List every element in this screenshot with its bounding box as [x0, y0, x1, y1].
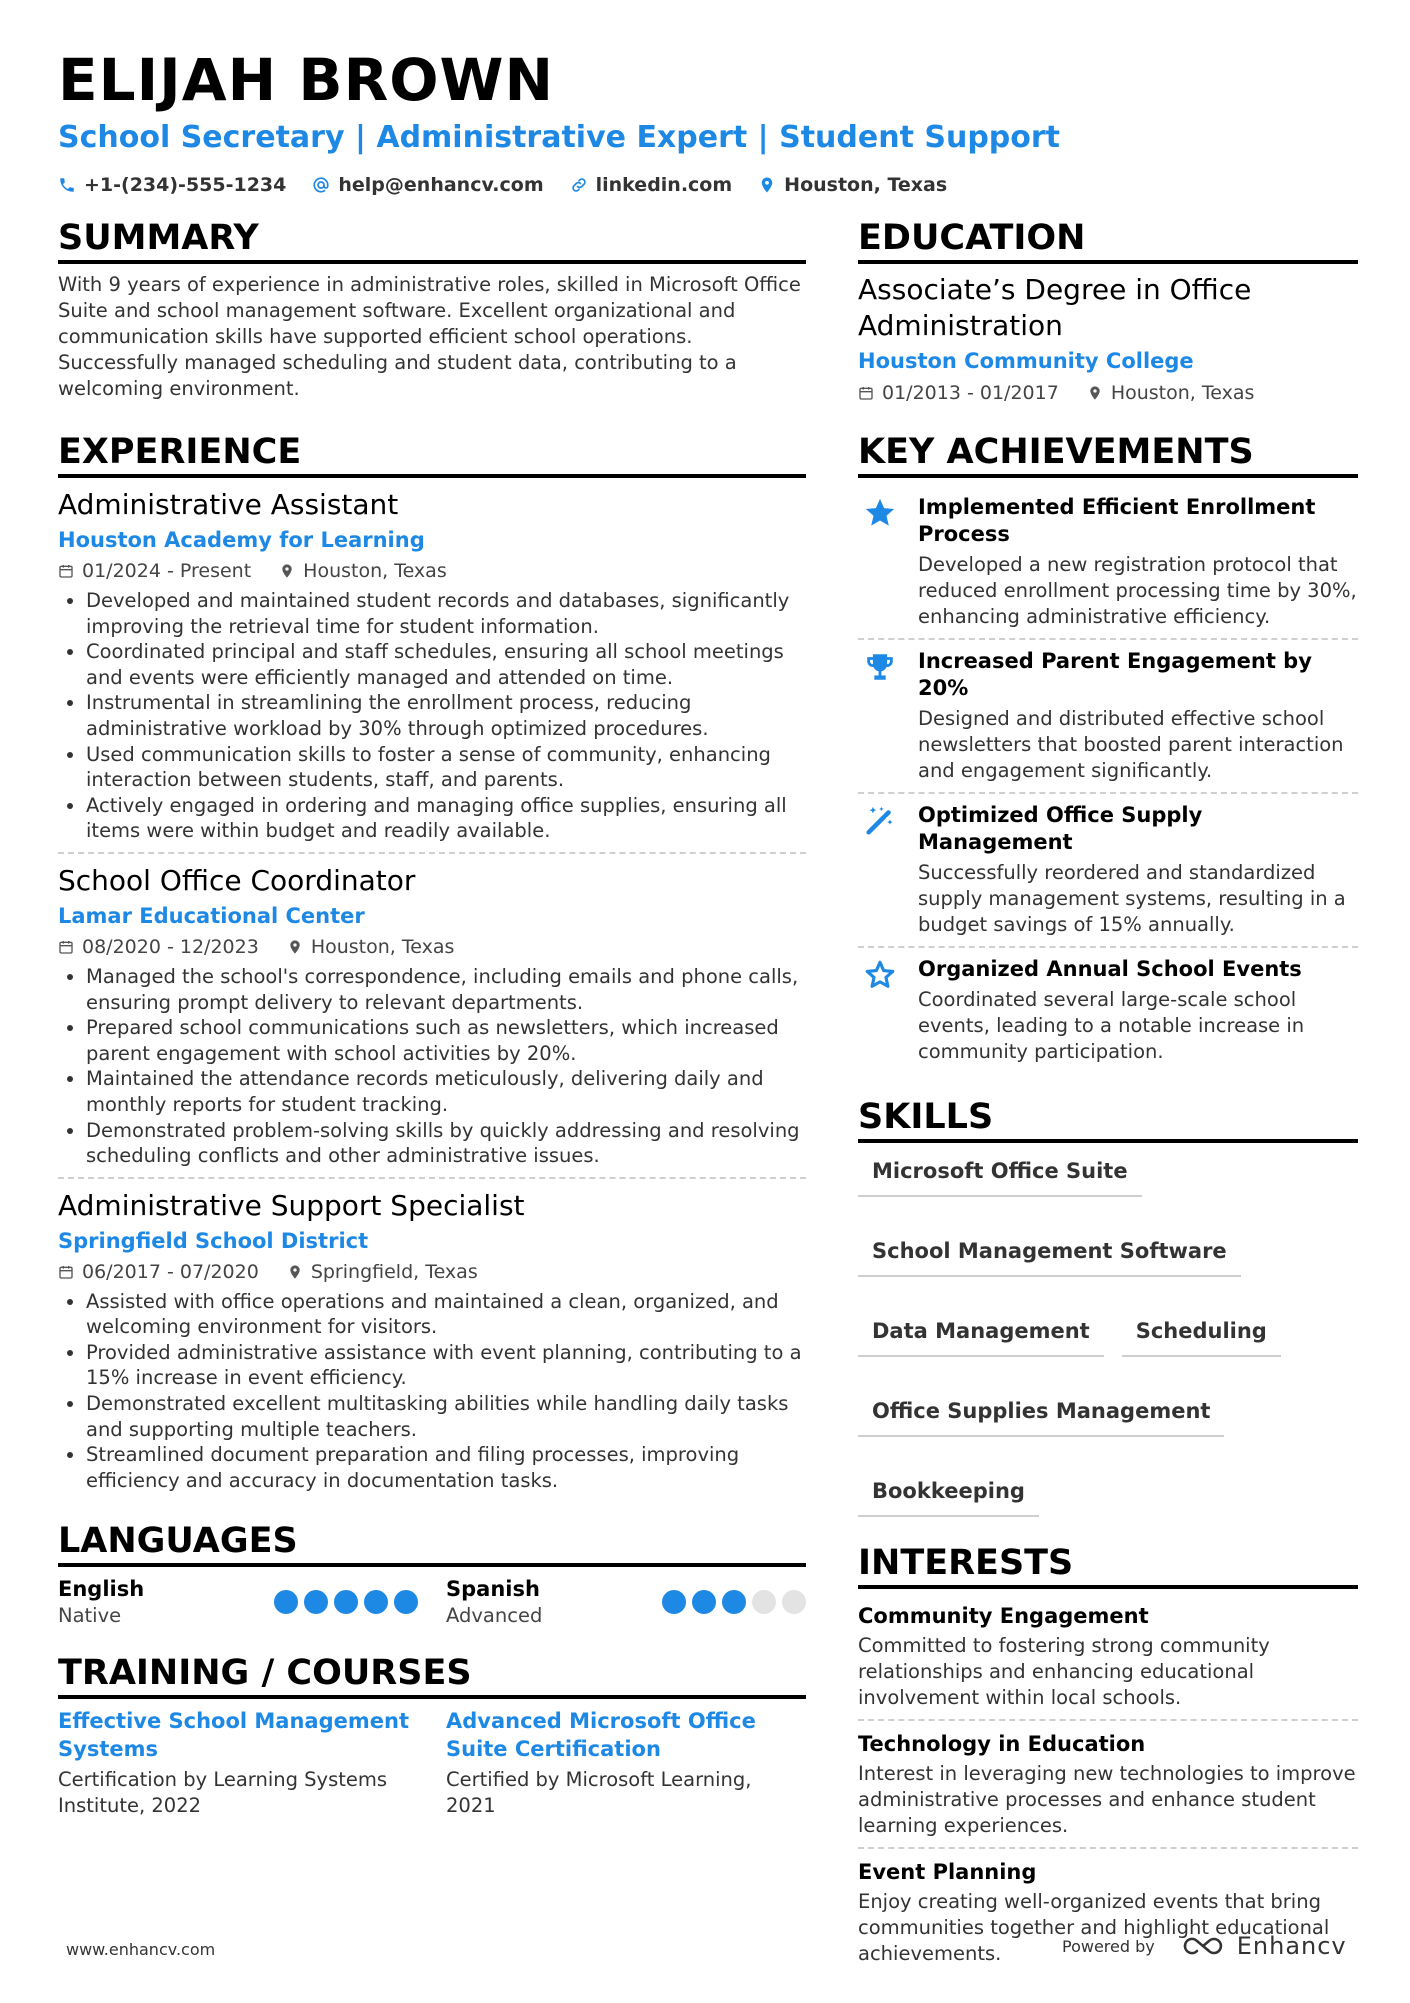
interest-title: Technology in Education: [858, 1732, 1146, 1756]
job-dates: [58, 932, 259, 962]
phone-icon: [58, 176, 76, 194]
training-heading: TRAINING / COURSES: [58, 1651, 806, 1699]
achievement-desc: Developed a new registration protocol that reduced enrollment processing time by 30%, enhancing administrative efficiency.: [918, 553, 1357, 628]
job-bullets: [58, 588, 806, 844]
course-desc: Certification by Learning Systems Institute, 2022: [58, 1768, 388, 1818]
job-company: Springfield School District: [58, 1228, 369, 1253]
job-bullet: • Maintained the attendance records meticulously, delivering daily and monthly reports for student tracking.: [86, 1066, 806, 1117]
job-bullet: • Used communication skills to foster a sense of community, enhancing interaction between students, staff, and parents.: [86, 742, 806, 793]
achievement-desc: Coordinated several large-scale school events, leading to a notable increase in community participation.: [918, 988, 1305, 1063]
rating-dot-filled: [692, 1590, 716, 1614]
summary-text: With 9 years of experience in administrative roles, skilled in Microsoft Office Suite and school management software. Excellent organizational and communication skills have supported efficient school operations. Successfully managed scheduling and student data, contributing to a welcoming environment.: [58, 273, 801, 400]
interest-desc: Enjoy creating well-organized events that bring communities together and highlight educational achievements.: [858, 1890, 1330, 1965]
location-pin-icon: [287, 939, 303, 955]
job-title: Administrative Assistant: [58, 488, 399, 521]
experience-section: [58, 430, 806, 1501]
job-company: Houston Academy for Learning: [58, 528, 425, 552]
job-entry: [58, 486, 806, 854]
job-meta: [58, 932, 806, 962]
course-item: [58, 1707, 418, 1819]
job-bullet: • Demonstrated problem-solving skills by quickly addressing and resolving scheduling conflicts and other administrative issues.: [86, 1118, 806, 1169]
rating-dot-filled: [334, 1590, 358, 1614]
languages-heading: LANGUAGES: [58, 1519, 806, 1567]
job-dates-text: 06/2017 - 07/2020: [82, 1260, 259, 1283]
achievement-item: [858, 948, 1358, 1073]
achievements-heading: KEY ACHIEVEMENTS: [858, 430, 1358, 478]
job-bullet: • Assisted with office operations and maintained a clean, organized, and welcoming environment for visitors.: [86, 1289, 806, 1340]
interest-desc: Committed to fostering strong community relationships and enhancing educational involvement within local schools.: [858, 1634, 1270, 1709]
interest-title: Event Planning: [858, 1860, 1037, 1884]
education-meta: [858, 378, 1358, 408]
achievement-item: [858, 794, 1358, 948]
job-meta: [58, 1257, 806, 1287]
achievements-section: [858, 430, 1358, 1073]
achievement-item: [858, 640, 1358, 794]
magic-wand-icon: [858, 802, 902, 938]
job-dates: [58, 1257, 259, 1287]
location-pin-icon: [758, 176, 776, 194]
job-meta: [58, 556, 806, 586]
job-location: [287, 1257, 478, 1287]
rating-dot-empty: [782, 1590, 806, 1614]
interests-heading: INTERESTS: [858, 1541, 1358, 1589]
interests-section: [858, 1541, 1358, 1975]
interest-desc: Interest in leveraging new technologies to improve administrative processes and enhance student learning experiences.: [858, 1762, 1356, 1837]
skill-tag: Data Management: [858, 1317, 1104, 1357]
calendar-icon: [858, 385, 874, 401]
course-desc: Certified by Microsoft Learning, 2021: [446, 1768, 752, 1818]
skills-section: [858, 1095, 1358, 1517]
skill-tag: Bookkeeping: [858, 1477, 1039, 1517]
summary-heading: SUMMARY: [58, 216, 806, 264]
job-bullet: • Instrumental in streamlining the enrollment process, reducing administrative workload by 30% through optimized procedures.: [86, 690, 806, 741]
calendar-icon: [58, 1264, 74, 1280]
interest-item: [858, 1725, 1358, 1849]
location-pin-icon: [279, 563, 295, 579]
achievement-desc: Designed and distributed effective school newsletters that boosted parent interaction and engagement significantly.: [918, 707, 1344, 782]
language-item: [446, 1575, 806, 1629]
skills-list: [858, 1151, 1358, 1517]
job-bullet: • Streamlined document preparation and filing processes, improving efficiency and accuracy in documentation tasks.: [86, 1442, 806, 1493]
achievement-title: Increased Parent Engagement by 20%: [918, 649, 1312, 700]
contact-linkedin[interactable]: [570, 174, 733, 196]
candidate-name: ELIJAH BROWN: [58, 46, 555, 114]
job-location-text: Springfield, Texas: [310, 1260, 478, 1283]
training-list: [58, 1707, 806, 1819]
job-bullet: • Coordinated principal and staff schedules, ensuring all school meetings and events were efficiently managed and attended on time.: [86, 639, 806, 690]
training-section: [58, 1651, 806, 1819]
job-bullets: [58, 964, 806, 1169]
interest-title: Community Engagement: [858, 1604, 1149, 1628]
job-dates-text: 01/2024 - Present: [82, 560, 252, 582]
link-icon: [570, 176, 588, 194]
brand-logo[interactable]: [1181, 1932, 1347, 1960]
rating-dot-filled: [662, 1590, 686, 1614]
rating-dot-filled: [304, 1590, 328, 1614]
job-title: Administrative Support Specialist: [58, 1188, 525, 1222]
education-heading: EDUCATION: [858, 216, 1358, 264]
calendar-icon: [58, 563, 74, 579]
skill-tag: Microsoft Office Suite: [858, 1157, 1142, 1197]
resume-header: [58, 44, 1358, 196]
phone-text: +1-(234)-555-1234: [84, 174, 287, 196]
job-location-text: Houston, Texas: [303, 560, 447, 582]
education-section: [858, 216, 1358, 408]
job-bullet: • Managed the school's correspondence, including emails and phone calls, ensuring prompt delivery to relevant departments.: [86, 964, 806, 1015]
job-company: Lamar Educational Center: [58, 903, 365, 928]
language-item: [58, 1575, 418, 1629]
job-bullet: • Developed and maintained student records and databases, significantly improving the retrieval time for student information.: [86, 588, 806, 639]
left-column: [58, 216, 806, 1847]
job-location: [287, 932, 455, 962]
job-dates-text: 08/2020 - 12/2023: [82, 935, 259, 958]
experience-heading: EXPERIENCE: [58, 430, 806, 478]
achievement-title: Implemented Efficient Enrollment Process: [918, 495, 1316, 546]
education-degree: Associate’s Degree in Office Administration: [858, 273, 1252, 342]
location-text: Houston, Texas: [784, 174, 948, 196]
achievement-title: Optimized Office Supply Management: [918, 803, 1203, 854]
language-name: English: [58, 1577, 145, 1602]
job-bullet: • Demonstrated excellent multitasking abilities while handling daily tasks and supporting multiple teachers.: [86, 1391, 806, 1442]
email-text[interactable]: help@enhancv.com: [338, 174, 544, 196]
footer-branding: [1062, 1932, 1347, 1960]
achievement-title: Organized Annual School Events: [918, 957, 1302, 981]
education-location: [1087, 378, 1255, 408]
job-entry: [58, 1187, 806, 1502]
skill-tag: Office Supplies Management: [858, 1397, 1224, 1437]
language-rating: [274, 1590, 418, 1614]
job-bullets: [58, 1289, 806, 1494]
education-location-text: Houston, Texas: [1110, 382, 1255, 404]
contact-email[interactable]: [312, 174, 543, 196]
summary-section: [58, 216, 806, 402]
rating-dot-filled: [394, 1590, 418, 1614]
linkedin-text[interactable]: linkedin.com: [595, 174, 733, 196]
language-name: Spanish: [446, 1577, 540, 1602]
skill-tag: Scheduling: [1122, 1317, 1281, 1357]
rating-dot-filled: [722, 1590, 746, 1614]
rating-dot-filled: [364, 1590, 388, 1614]
rating-dot-empty: [752, 1590, 776, 1614]
achievement-desc: Successfully reordered and standardized supply management systems, resulting in a budget savings of 15% annually.: [918, 861, 1346, 936]
course-item: [446, 1707, 806, 1819]
right-column: [858, 216, 1358, 2003]
skills-heading: SKILLS: [858, 1095, 1358, 1143]
skill-tag: School Management Software: [858, 1237, 1241, 1277]
contact-phone: [58, 174, 286, 196]
job-location-text: Houston, Texas: [310, 935, 455, 958]
job-bullet: • Provided administrative assistance with event planning, contributing to a 15% increase in event efficiency.: [86, 1340, 806, 1391]
brand-name: Enhancv: [1236, 1932, 1347, 1960]
job-dates: [58, 556, 251, 586]
languages-list: [58, 1575, 806, 1629]
course-title: Advanced Microsoft Office Suite Certification: [446, 1709, 756, 1762]
education-dates-text: 01/2013 - 01/2017: [882, 382, 1059, 404]
languages-section: [58, 1519, 806, 1629]
job-bullet: • Prepared school communications such as newsletters, which increased parent engagement with school activities by 20%.: [86, 1015, 806, 1066]
footer-website[interactable]: www.enhancv.com: [66, 1940, 216, 1959]
location-pin-icon: [1087, 385, 1103, 401]
job-location: [279, 556, 447, 586]
achievement-item: [858, 486, 1358, 640]
enhancv-logo-icon: [1181, 1934, 1227, 1958]
powered-by-label: Powered by: [1062, 1936, 1155, 1956]
job-bullet: • Actively engaged in ordering and managing office supplies, ensuring all items were within budget and readily available.: [86, 793, 806, 844]
star-icon: [858, 494, 902, 630]
language-level: Advanced: [446, 1604, 543, 1628]
trophy-icon: [858, 648, 902, 784]
education-school: Houston Community College: [858, 349, 1194, 373]
job-title: School Office Coordinator: [58, 863, 416, 897]
interest-item: [858, 1597, 1358, 1721]
education-dates: [858, 378, 1059, 408]
language-level: Native: [58, 1604, 122, 1628]
candidate-title: School Secretary | Administrative Expert | Student Support: [58, 120, 1061, 155]
contact-info: [58, 174, 1358, 196]
location-pin-icon: [287, 1264, 303, 1280]
language-rating: [662, 1590, 806, 1614]
contact-location: [758, 174, 947, 196]
at-icon: [312, 176, 330, 194]
star-outline-icon: [858, 956, 902, 1065]
course-title: Effective School Management Systems: [58, 1709, 409, 1762]
job-entry: [58, 862, 806, 1179]
rating-dot-filled: [274, 1590, 298, 1614]
calendar-icon: [58, 939, 74, 955]
